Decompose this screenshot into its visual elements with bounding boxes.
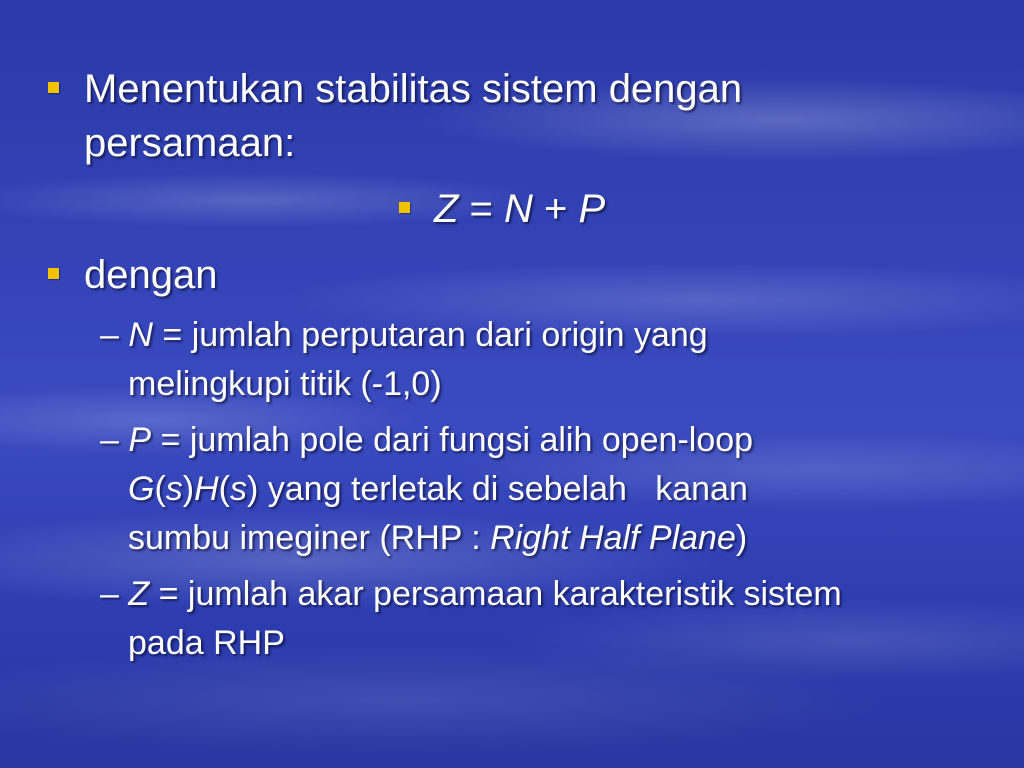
sub-item-n [100,311,708,360]
sub-p-line1: jumlah pole dari fungsi alih open-loop [189,421,754,459]
equation [434,182,605,236]
sub-n-dash: – [100,316,119,354]
eq-var-n: N [504,187,533,231]
sub-n-line1: jumlah perputaran dari origin yang [191,316,708,354]
eq-plus: + [532,187,579,231]
sub-p-pc1: ) [182,470,195,508]
bullet-item-stabilitas [84,62,742,116]
sub-p-s2: s [230,470,247,508]
sub-n-line2: melingkupi titik (-1,0) [128,365,442,403]
sub-item-p [100,416,753,465]
sub-z-dash: – [100,575,119,613]
sub-p-g: G [128,470,155,508]
sub-p-var: P [128,421,152,459]
bullet-item-stabilitas-line2 [84,116,295,170]
bullet-square-icon [48,82,59,93]
item2-text: dengan [84,253,218,297]
sub-z-eq: = [149,575,188,613]
item1-line2: persamaan: [84,121,296,165]
sub-p-line3-start: sumbu imeginer (RHP : [128,519,491,557]
equation-bullet-square-icon [399,202,410,213]
sub-item-z-line2 [128,619,285,668]
sub-p-pc2: ) [247,470,259,508]
sub-n-var: N [128,316,153,354]
sub-item-z [100,570,842,619]
eq-var-p: P [578,187,606,231]
bullet-square-icon-2 [48,268,59,279]
sub-p-line3-italic: Right Half Plane [490,519,736,557]
sub-p-s1: s [165,470,183,508]
sub-z-line1: jumlah akar persamaan karakteristik sistem [187,575,842,613]
sub-item-p-line3 [128,514,747,563]
sub-p-po2: ( [218,470,230,508]
sub-p-eq: = [151,421,190,459]
sub-item-n-line2 [128,360,442,409]
eq-var-z: Z [434,187,459,231]
sub-p-dash: – [100,421,119,459]
sub-p-po1: ( [154,470,166,508]
sub-p-line2-rest: yang terletak di sebelah kanan [258,470,748,508]
sub-n-eq: = [152,316,192,354]
bullet-item-dengan [84,248,217,302]
sub-item-p-line2 [128,465,748,514]
sub-z-var: Z [128,575,150,613]
sub-p-h: H [194,470,219,508]
sub-z-line2: pada RHP [128,624,285,662]
item1-line1: Menentukan stabilitas sistem dengan [84,67,743,111]
eq-equals: = [458,187,505,231]
sub-p-line3-end: ) [735,519,748,557]
